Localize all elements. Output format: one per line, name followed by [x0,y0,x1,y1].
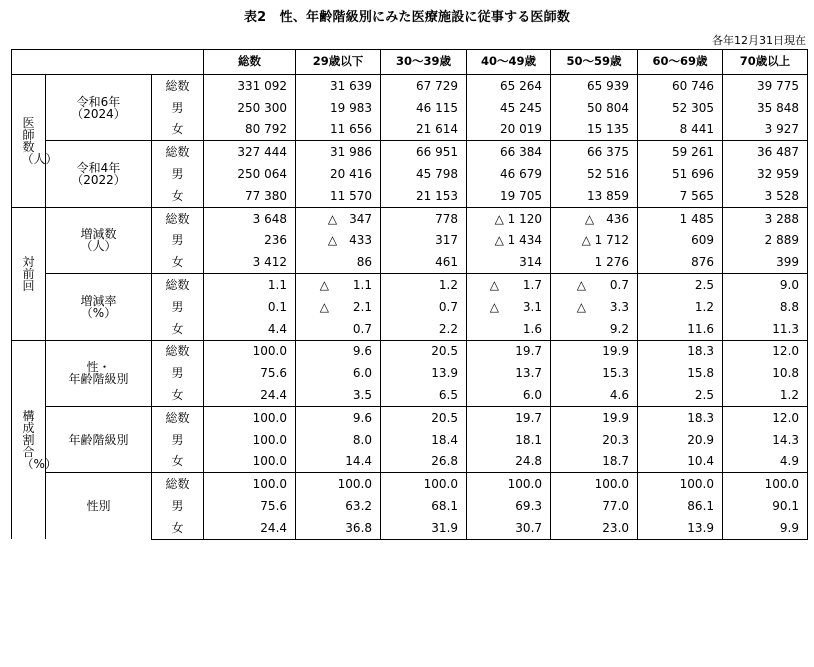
table-cell: 59 261 [638,141,723,163]
table-cell: 90.1 [723,495,808,517]
table-cell: 45 798 [381,163,467,185]
sex-label: 総数 [152,406,204,428]
section-label [12,75,58,208]
table-cell: 51 696 [638,163,723,185]
table-cell: 86.1 [638,495,723,517]
table-cell: 317 [381,230,467,252]
table-cell: 15.8 [638,362,723,384]
table-cell: 100.0 [638,473,723,495]
sex-label: 総数 [152,141,204,163]
table-cell: 24.8 [467,451,551,473]
sex-label: 男 [152,495,204,517]
table-cell: 19.7 [467,406,551,428]
sex-label: 男 [152,230,204,252]
table-cell: 1.6 [467,318,551,340]
section-label [12,207,46,340]
col-header: 29歳以下 [296,50,381,75]
section-label-text: 医師数（人） [21,115,58,166]
table-cell: 19.9 [551,340,638,362]
table-cell: 2 889 [723,230,808,252]
table-cell: 66 951 [381,141,467,163]
table-cell: △ 347 [296,207,381,229]
sex-label: 総数 [152,340,204,362]
sex-label: 総数 [152,207,204,229]
table-cell: 0.7 [381,296,467,318]
table-cell: 31.9 [381,517,467,539]
table-cell: 46 115 [381,97,467,119]
table-cell: 20.9 [638,429,723,451]
table-cell: 13.7 [467,362,551,384]
table-cell: 60 746 [638,75,723,97]
table-cell: 0.1 [204,296,296,318]
table-cell: △ 3.3 [551,296,638,318]
sex-label: 女 [152,119,204,141]
table-cell: 100.0 [204,429,296,451]
sex-label: 総数 [152,75,204,97]
table-cell: 15 135 [551,119,638,141]
table-cell: △ 0.7 [551,274,638,296]
table-cell: 36 487 [723,141,808,163]
table-title: 表2 性、年齢階級別にみた医療施設に従事する医師数 [243,10,571,25]
table-cell: 20.5 [381,406,467,428]
table-cell: 13 859 [551,185,638,207]
table-cell: 50 804 [551,97,638,119]
table-cell: 10.8 [723,362,808,384]
table-cell: 461 [381,251,467,273]
table-cell: 19 705 [467,185,551,207]
sex-label: 総数 [152,274,204,296]
table-cell: 30.7 [467,517,551,539]
table-row [12,274,808,296]
group-label: 年齢階級別 [46,406,152,472]
table-cell: 7 565 [638,185,723,207]
col-header: 50～59歳 [551,50,638,75]
table-cell: 24.4 [204,384,296,406]
table-cell: 399 [723,251,808,273]
table-cell: 1.1 [204,274,296,296]
table-cell: △ 2.1 [296,296,381,318]
table-cell: 100.0 [381,473,467,495]
table-cell: 19.7 [467,340,551,362]
table-cell: 52 516 [551,163,638,185]
table-cell: 24.4 [204,517,296,539]
table-cell: 314 [467,251,551,273]
table-cell: △ 1 712 [551,230,638,252]
table-cell: 8.0 [296,429,381,451]
sex-label: 男 [152,163,204,185]
sex-label: 女 [152,451,204,473]
group-label: 令和4年 （2022） [46,141,152,207]
table-cell: 11 570 [296,185,381,207]
table-cell: 12.0 [723,340,808,362]
table-cell: 250 064 [204,163,296,185]
table-cell: 4.4 [204,318,296,340]
table-cell: 26.8 [381,451,467,473]
sex-label: 男 [152,429,204,451]
table-cell: 100.0 [296,473,381,495]
table-cell: 6.0 [467,384,551,406]
table-cell: 32 959 [723,163,808,185]
table-cell: 2.2 [381,318,467,340]
table-cell: 1.2 [723,384,808,406]
table-cell: 65 939 [551,75,638,97]
table-cell: 1.2 [381,274,467,296]
table-cell: △ 436 [551,207,638,229]
table-cell: 15.3 [551,362,638,384]
table-cell: 13.9 [381,362,467,384]
table-cell: 66 375 [551,141,638,163]
table-cell: 11.3 [723,318,808,340]
table-cell: 331 092 [204,75,296,97]
table-cell: 100.0 [204,406,296,428]
group-label: 増減数 （人） [46,207,152,273]
table-cell: 77.0 [551,495,638,517]
table-cell: 86 [296,251,381,273]
table-cell: 9.2 [551,318,638,340]
table-cell: 20 416 [296,163,381,185]
table-cell: △ 1.7 [467,274,551,296]
table-cell: 8.8 [723,296,808,318]
table-cell: 18.1 [467,429,551,451]
table-cell: 4.6 [551,384,638,406]
table-cell: 1 276 [551,251,638,273]
table-cell: 14.3 [723,429,808,451]
table-cell: △ 1 120 [467,207,551,229]
table-cell: 9.0 [723,274,808,296]
col-header: 総数 [204,50,296,75]
table-cell: 100.0 [204,473,296,495]
table-cell: 21 153 [381,185,467,207]
table-cell: 31 986 [296,141,381,163]
table-cell: 876 [638,251,723,273]
sex-label: 女 [152,251,204,273]
table-cell: 609 [638,230,723,252]
group-label: 令和6年 （2024） [46,75,152,141]
table-cell: 20.3 [551,429,638,451]
table-cell: 3 648 [204,207,296,229]
table-cell: 3 528 [723,185,808,207]
table-cell: △ 1.1 [296,274,381,296]
as-of-date: 各年12月31日現在 [712,34,806,47]
sex-label: 女 [152,185,204,207]
table-row [12,141,808,163]
table-cell: 77 380 [204,185,296,207]
table-cell: 3 412 [204,251,296,273]
table-cell: 2.5 [638,384,723,406]
table-cell: 18.7 [551,451,638,473]
table-cell: 1 485 [638,207,723,229]
table-cell: 18.3 [638,406,723,428]
table-row [12,406,808,428]
table-cell: 327 444 [204,141,296,163]
section-label-text: 対前回 [22,254,35,293]
header-blank [12,50,204,75]
group-label: 性別 [46,473,152,539]
table-cell: △ 433 [296,230,381,252]
sex-label: 男 [152,362,204,384]
sex-label: 総数 [152,473,204,495]
table-row [12,340,808,362]
table-cell: 18.4 [381,429,467,451]
table-cell: 45 245 [467,97,551,119]
table-cell: 65 264 [467,75,551,97]
table-cell: 39 775 [723,75,808,97]
table-cell: 46 679 [467,163,551,185]
table-cell: 8 441 [638,119,723,141]
table-cell: 778 [381,207,467,229]
table-cell: 3.5 [296,384,381,406]
table-cell: 2.5 [638,274,723,296]
table-cell: 21 614 [381,119,467,141]
table-cell: 6.0 [296,362,381,384]
sex-label: 男 [152,296,204,318]
table-cell: 9.6 [296,406,381,428]
col-header: 30～39歳 [381,50,467,75]
table-cell: 75.6 [204,495,296,517]
table-cell: 3 288 [723,207,808,229]
table-cell: 100.0 [723,473,808,495]
table-cell: △ 3.1 [467,296,551,318]
table-cell: 13.9 [638,517,723,539]
table-cell: 6.5 [381,384,467,406]
table-cell: 19 983 [296,97,381,119]
table-cell: 20.5 [381,340,467,362]
table-row [12,473,808,495]
table-cell: 52 305 [638,97,723,119]
section-label-text: 構成割合（%） [21,408,57,471]
table-cell: 66 384 [467,141,551,163]
table-row [12,207,808,229]
header-row [12,50,808,75]
table-cell: 68.1 [381,495,467,517]
table-cell: 11.6 [638,318,723,340]
table-cell: 250 300 [204,97,296,119]
table-cell: 3 927 [723,119,808,141]
table-cell: 20 019 [467,119,551,141]
table-cell: 63.2 [296,495,381,517]
sex-label: 女 [152,384,204,406]
table-cell: 19.9 [551,406,638,428]
sex-label: 女 [152,517,204,539]
table-cell: 12.0 [723,406,808,428]
table-cell: 9.9 [723,517,808,539]
table-cell: 0.7 [296,318,381,340]
table-cell: 69.3 [467,495,551,517]
table-cell: 36.8 [296,517,381,539]
table-cell: 67 729 [381,75,467,97]
table-cell: 75.6 [204,362,296,384]
sex-label: 男 [152,97,204,119]
table-cell: 14.4 [296,451,381,473]
col-header: 60～69歳 [638,50,723,75]
table-cell: 35 848 [723,97,808,119]
physician-table [11,49,808,540]
table-cell: △ 1 434 [467,230,551,252]
table-cell: 100.0 [467,473,551,495]
table-cell: 1.2 [638,296,723,318]
sex-label: 女 [152,318,204,340]
table-cell: 100.0 [551,473,638,495]
table-cell: 9.6 [296,340,381,362]
table-cell: 80 792 [204,119,296,141]
table-cell: 100.0 [204,340,296,362]
table-row [12,75,808,97]
col-header: 40～49歳 [467,50,551,75]
table-cell: 23.0 [551,517,638,539]
table-cell: 10.4 [638,451,723,473]
table-cell: 100.0 [204,451,296,473]
group-label: 性・ 年齢階級別 [46,340,152,406]
table-cell: 236 [204,230,296,252]
table-cell: 18.3 [638,340,723,362]
table-cell: 11 656 [296,119,381,141]
col-header: 70歳以上 [723,50,808,75]
table-cell: 4.9 [723,451,808,473]
table-cell: 31 639 [296,75,381,97]
group-label: 増減率 （%） [46,274,152,340]
section-label [12,340,57,539]
